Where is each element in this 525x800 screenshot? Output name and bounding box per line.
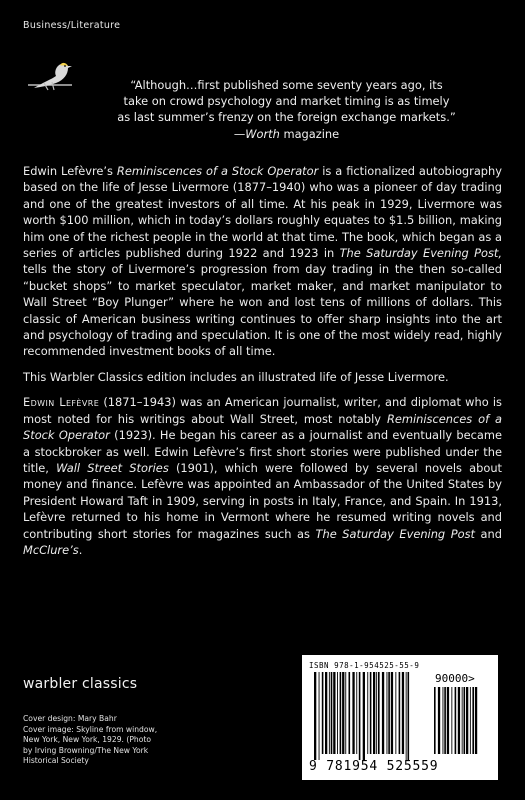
text-run: . bbox=[78, 542, 83, 557]
isbn-barcode bbox=[302, 655, 498, 780]
quote-attribution bbox=[80, 126, 493, 142]
text-run: (1901), which were followed by several novels about money and finance. Lefèvre was appointed an Ambassador of the United States by President Howard Taft in 1909, serving in posts in Italy, France, and Spain. In 1913, Lefèvre returned to his home in Vermont where he resumed writing novels and contributing short stories for magazines such as bbox=[23, 460, 503, 541]
author-name: Edwin Lefèvre bbox=[23, 395, 100, 410]
description-paragraph bbox=[23, 163, 502, 360]
attribution-name: Worth bbox=[245, 126, 280, 141]
publisher-name: warbler classics bbox=[23, 676, 138, 692]
price-code: 90000> bbox=[435, 672, 475, 685]
text-run: is a fictionalized autobiography based on the life of Jesse Livermore (1877–1940) who was a pioneer of day trading and one of the greatest investors of all time. At his peak in 1929, Livermore was worth $100 million, which in today’s dollars roughly equates to $1.5 billion, making him one of the richest people in the world at that time. The book, which began as a series of articles published during 1922 and 1923 in bbox=[23, 164, 502, 261]
text-run: tells the story of Livermore’s progression from day trading in the then so-called “bucket shops” to market speculator, market maker, and market manipulator to Wall Street “Boy Plunger” where he won and lost tens of millions of dollars. This classic of American business writing continues to offer sharp insights into the art and psychology of trading and speculation. It is one of the most widely read, highly recommended investment books of all time. bbox=[23, 262, 502, 359]
credit-line: by Irving Browning/The New York bbox=[23, 745, 149, 755]
book-title: Reminiscences of a Stock Operator bbox=[23, 411, 502, 443]
review-quote bbox=[80, 77, 493, 142]
text-run: (1923). He began his career as a journalist and eventually became a stockbroker as well. Edwin Lefèvre’s first short stories were published under the title, bbox=[23, 428, 502, 475]
category-label: Business/Literature bbox=[23, 20, 121, 31]
publication-title: The Saturday Evening Post, bbox=[339, 246, 502, 261]
credit-line: New York, New York, 1929. (Photo bbox=[23, 735, 151, 745]
text-run: and bbox=[474, 526, 502, 541]
attribution-suffix: magazine bbox=[279, 126, 340, 141]
cover-credits bbox=[23, 714, 273, 767]
text-run: Edwin Lefèvre’s bbox=[23, 164, 117, 178]
warbler-bird-icon bbox=[26, 54, 74, 96]
quote-line: as last summer’s frenzy on the foreign exchange markets.” bbox=[117, 110, 456, 125]
quote-line: take on crowd psychology and market timing is as timely bbox=[123, 94, 450, 109]
credit-line: Cover image: Skyline from window, bbox=[23, 724, 158, 734]
back-cover-copy bbox=[23, 163, 502, 567]
credit-line: Historical Society bbox=[23, 756, 89, 766]
book-title: Reminiscences of a Stock Operator bbox=[116, 164, 319, 178]
author-bio bbox=[23, 394, 502, 558]
publication-title: McClure’s bbox=[23, 542, 79, 557]
publication-title: The Saturday Evening Post bbox=[315, 526, 475, 541]
attribution-dash: — bbox=[233, 126, 246, 141]
isbn-label: ISBN 978-1-954525-55-9 bbox=[309, 661, 420, 670]
credit-line: Cover design: Mary Bahr bbox=[23, 714, 117, 723]
text-run: (1871–1943) was an American journalist, writer, and diplomat who is most noted for his writings about Wall Street, most notably bbox=[23, 395, 502, 426]
edition-note: This Warbler Classics edition includes an illustrated life of Jesse Livermore. bbox=[23, 369, 449, 384]
quote-line: “Although…first published some seventy years ago, its bbox=[130, 78, 443, 92]
isbn-digits: 9 781954 525559 bbox=[309, 759, 439, 774]
book-title: Wall Street Stories bbox=[56, 460, 169, 475]
